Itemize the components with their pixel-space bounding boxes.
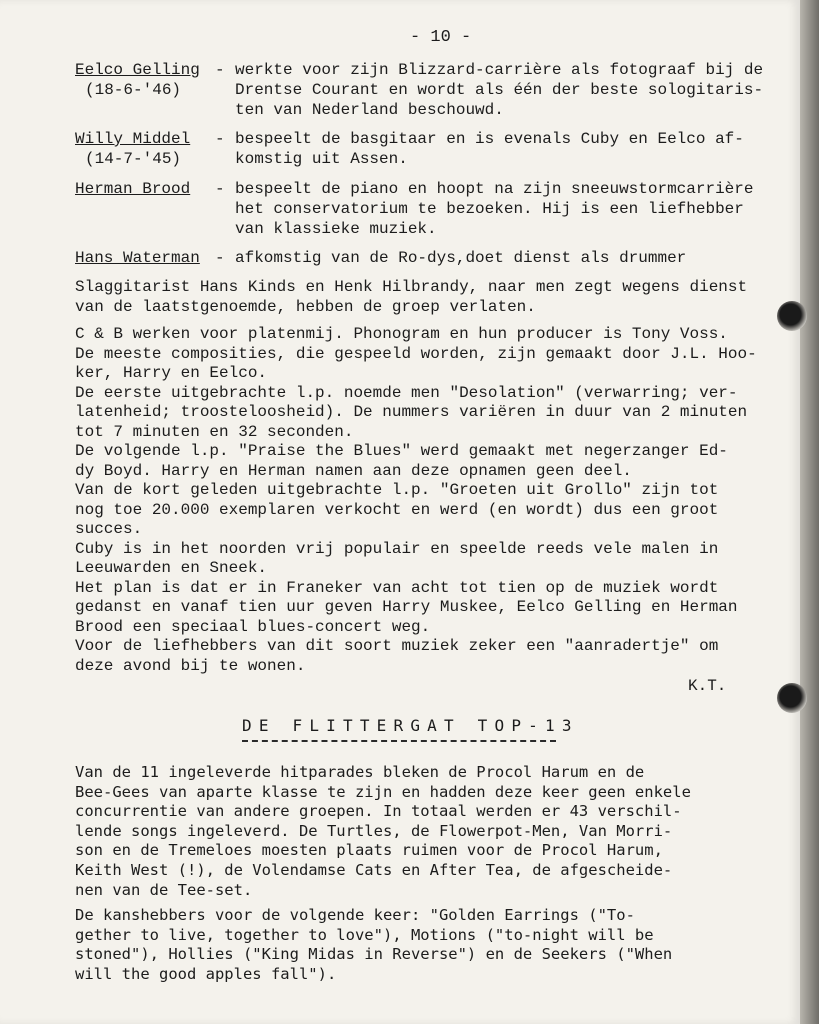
heading-underline (242, 740, 556, 742)
member-name-block (75, 60, 225, 100)
author-signature: K.T. (688, 677, 727, 695)
member-description: bespeelt de piano en hoopt na zijn sneeuwstormcarrière het conservatorium te bezoeken. Hij is een liefhebber van klassieke muziek. (235, 180, 754, 238)
member-name-block (75, 179, 225, 199)
page-number: - 10 - (410, 28, 472, 47)
paragraph-candidates: De kanshebbers voor de volgende keer: "Golden Earrings ("To- gether to live, together to love"), Motions ("to-night will be stoned"), Hollies ("King Midas in Reverse") en de Seekers ("When will the good apples fall"). (75, 906, 673, 983)
section-heading: DE FLITTERGAT TOP-13 (242, 716, 579, 735)
paragraph-lineup-change: Slaggitarist Hans Kinds en Henk Hilbrandy, naar men zegt wegens dienst van de laatstgenoemde, hebben de groep verlaten. (75, 278, 748, 316)
member-name: Eelco Gelling (75, 61, 200, 79)
member-name: Hans Waterman (75, 249, 200, 267)
member-name-block (75, 129, 225, 169)
member-name-block (75, 248, 225, 268)
member-description: bespeelt de basgitaar en is evenals Cuby en Eelco af- komstig uit Assen. (235, 130, 744, 168)
paragraph-band-info: C & B werken voor platenmij. Phonogram en hun producer is Tony Voss. De meeste composities, die gespeeld worden, zijn gemaakt door J.L. Hoo- ker, Harry en Eelco. De eerste uitgebrachte l.p. noemde men "Desolation" (verwarring; ver- latenheid; troosteloosheid). De nummers variëren in duur van 2 minuten tot 7 minuten en 32 seconden. De volgende l.p. "Praise the Blues" werd gemaakt met negerzanger Ed- dy Boyd. Harry en Herman namen aan deze opnamen geen deel. Van de kort geleden uitgebrachte l.p. "Groeten uit Grollo" zijn tot nog toe 20.000 exemplaren verkocht en werd (en wordt) dus een groot succes. Cuby is in het noorden vrij populair en speelde reeds vele malen in Leeuwarden en Sneek. Het plan is dat er in Franeker van acht tot tien op de muziek wordt gedanst en vanaf tien uur geven Harry Muskee, Eelco Gelling en Herman Brood een speciaal blues-concert weg. Voor de liefhebbers van dit soort muziek zeker een "aanradertje" om deze avond bij te wonen. (75, 325, 757, 675)
punch-hole-upper (777, 301, 807, 331)
member-description: afkomstig van de Ro-dys,doet dienst als drummer (235, 249, 687, 267)
member-birthdate: (18-6-'46) (85, 81, 182, 99)
paragraph-hitparade: Van de 11 ingeleverde hitparades bleken de Procol Harum en de Bee-Gees van aparte klasse te zijn en hadden deze keer geen enkele concurrentie van andere groepen. In totaal werden er 43 verschil- lende songs ingeleverd. De Turtles, de Flowerpot-Men, Van Morri- son en de Tremeloes moesten plaats ruimen voor de Procol Harum, Keith West (!), de Volendamse Cats en After Tea, de afgescheide- nen van de Tee-set. (75, 763, 691, 899)
page-edge-shadow (800, 0, 819, 1024)
member-dash: - (215, 130, 225, 148)
member-birthdate: (14-7-'45) (85, 150, 182, 168)
member-name: Herman Brood (75, 180, 191, 198)
member-dash: - (215, 180, 225, 198)
punch-hole-lower (777, 683, 807, 713)
member-name: Willy Middel (75, 130, 191, 148)
member-dash: - (215, 249, 225, 267)
member-dash: - (215, 61, 225, 79)
member-description: werkte voor zijn Blizzard-carrière als fotograaf bij de Drentse Courant en wordt als één der beste sologitaris- ten van Nederland beschouwd. (235, 61, 764, 119)
